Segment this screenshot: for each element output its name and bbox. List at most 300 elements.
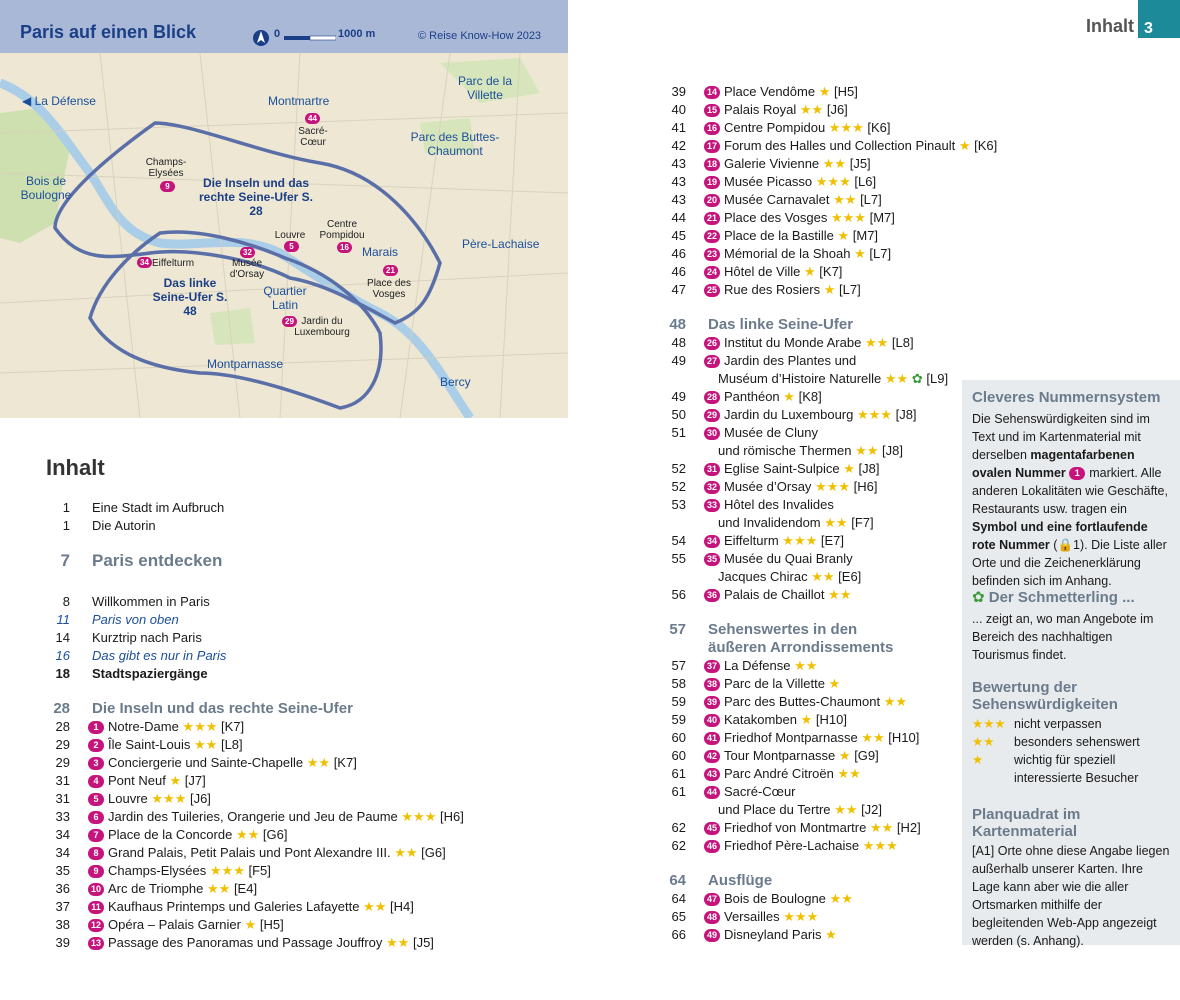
sidebar-text-bold: Symbol und eine fortlaufende rote Nummer bbox=[972, 520, 1148, 552]
toc-sight-entry bbox=[48, 916, 518, 934]
map-label-quartier: Quartier Latin bbox=[263, 284, 307, 312]
rating-stars: ★★ bbox=[824, 515, 848, 530]
sight-name: Galerie Vivienne bbox=[724, 156, 820, 171]
section-title: Paris entdecken bbox=[92, 551, 223, 570]
grid-ref: [M7] bbox=[869, 210, 895, 225]
grid-ref: [J8] bbox=[895, 407, 917, 422]
map-header bbox=[0, 0, 568, 53]
rating-stars: ★★ bbox=[207, 881, 231, 896]
rating-stars: ★★★ bbox=[151, 791, 187, 806]
entry-page: 43 bbox=[671, 156, 686, 171]
entry-page: 8 bbox=[62, 594, 70, 609]
grid-ref: [H6] bbox=[440, 809, 464, 824]
sight-number-badge: 46 bbox=[704, 840, 720, 853]
sight-name: Forum des Halles und Collection Pinault bbox=[724, 138, 956, 153]
sight-name: Champs-Elysées bbox=[108, 863, 207, 878]
map-label-marais: Marais bbox=[362, 245, 399, 259]
sidebar-grid bbox=[972, 806, 1172, 950]
entry-page: 31 bbox=[55, 773, 70, 788]
rating-stars: ★★ bbox=[794, 658, 818, 673]
entry-page: 31 bbox=[55, 791, 70, 806]
sight-number-badge: 32 bbox=[704, 481, 720, 494]
map-label-bercy: Bercy bbox=[440, 375, 471, 389]
sidebar-text: Orte ohne diese Angabe liegen außerhalb unserer Karten. Ihre Lage kann aber wie die aller Ortsmarken mithilfe der begleitenden Web-App angezeigt werden (s. Anhang). bbox=[972, 844, 1170, 948]
rating-stars: ★★ bbox=[884, 371, 909, 386]
entry-page: 55 bbox=[671, 551, 686, 566]
sight-number-badge: 4 bbox=[88, 775, 104, 788]
rating-stars: ★★★ bbox=[782, 533, 818, 548]
map-pin: 32 bbox=[240, 247, 255, 258]
toc-sight-entry bbox=[664, 693, 964, 711]
entry-page: 52 bbox=[671, 461, 686, 476]
grid-ref: [H4] bbox=[390, 899, 414, 914]
map-pin-label: Champs-Elysées bbox=[145, 157, 187, 179]
sight-number-badge: 13 bbox=[88, 937, 104, 950]
entry-page: 42 bbox=[671, 138, 686, 153]
toc-sight-entry bbox=[48, 754, 518, 772]
toc-sight-continuation bbox=[664, 568, 964, 586]
grid-ref: [J6] bbox=[826, 102, 848, 117]
scale-label: 1000 m bbox=[338, 28, 376, 40]
grid-ref: [F7] bbox=[851, 515, 874, 530]
toc-section-heading bbox=[48, 552, 518, 576]
grid-ref: [E4] bbox=[233, 881, 258, 896]
sight-number-badge: 37 bbox=[704, 660, 720, 673]
toc-sight-entry bbox=[664, 191, 964, 209]
grid-ref: [J5] bbox=[849, 156, 871, 171]
rating-stars: ★★★ bbox=[856, 407, 892, 422]
sidebar-heading: Der Schmetterling ... bbox=[988, 589, 1135, 606]
sight-number-badge: 7 bbox=[88, 829, 104, 842]
sight-name: Musée du Quai Branly bbox=[724, 551, 853, 566]
rating-stars: ★★ bbox=[306, 755, 331, 770]
entry-title: Stadtspaziergänge bbox=[92, 666, 208, 681]
toc-sight-entry bbox=[664, 890, 964, 908]
entry-page: 56 bbox=[671, 587, 686, 602]
rating-stars: ★★ bbox=[828, 587, 852, 602]
toc-section-heading bbox=[664, 639, 964, 657]
entry-page: 33 bbox=[55, 809, 70, 824]
section-title: Sehenswertes in den bbox=[708, 621, 858, 638]
entry-page: 62 bbox=[671, 838, 686, 853]
entry-page: 48 bbox=[671, 335, 686, 350]
rating-stars: ★ bbox=[825, 927, 837, 942]
rating-stars: ★★ bbox=[799, 102, 824, 117]
rating-stars: ★★ bbox=[394, 845, 418, 860]
entry-page: 64 bbox=[671, 891, 686, 906]
sight-name: Place Vendôme bbox=[724, 84, 816, 99]
rating-stars: ★★ bbox=[363, 899, 387, 914]
entry-page: 47 bbox=[671, 282, 686, 297]
sight-number-badge: 28 bbox=[704, 391, 720, 404]
entry-page: 60 bbox=[671, 748, 686, 763]
sight-name: Panthéon bbox=[724, 389, 780, 404]
sight-name: Musée de Cluny bbox=[724, 425, 818, 440]
rating-stars: ★★ bbox=[829, 891, 853, 906]
grid-ref: [H5] bbox=[259, 917, 284, 932]
entry-page: 34 bbox=[55, 827, 70, 842]
spacer bbox=[48, 535, 518, 552]
entry-page: 43 bbox=[671, 192, 686, 207]
toc-sight-entry bbox=[48, 844, 518, 862]
grid-ref: [J5] bbox=[412, 935, 434, 950]
map-pin: 16 bbox=[337, 242, 352, 253]
sight-number-badge: 25 bbox=[704, 284, 720, 297]
rating-stars: ★★ bbox=[837, 766, 861, 781]
toc-sight-entry bbox=[664, 747, 964, 765]
map-pin-label: Musée d'Orsay bbox=[229, 258, 265, 280]
section-page: 57 bbox=[669, 621, 686, 638]
grid-ref: [K6] bbox=[974, 138, 998, 153]
sight-number-badge: 48 bbox=[704, 911, 720, 924]
sight-number-badge: 40 bbox=[704, 714, 720, 727]
rating-stars: ★★★ bbox=[815, 479, 851, 494]
map-pin: 29 bbox=[282, 316, 297, 327]
grid-ref: [L6] bbox=[854, 174, 877, 189]
sight-number-badge: 35 bbox=[704, 553, 720, 566]
grid-ref: [L8] bbox=[891, 335, 914, 350]
toc-sight-entry bbox=[664, 137, 998, 155]
grid-ref: [J7] bbox=[184, 773, 206, 788]
sight-name: Arc de Triomphe bbox=[108, 881, 204, 896]
toc-sight-entry bbox=[664, 837, 964, 855]
rating-stars: ★ bbox=[783, 389, 795, 404]
sight-name: Jardin des Plantes und bbox=[724, 353, 857, 368]
map-region-right: Die Inseln und das rechte Seine-Ufer S. 28 bbox=[198, 176, 314, 218]
header-title: Inhalt bbox=[1086, 16, 1134, 36]
entry-title: Das gibt es nur in Paris bbox=[92, 648, 227, 663]
toc-sight-entry bbox=[664, 334, 964, 352]
toc-sight-entry bbox=[48, 808, 518, 826]
entry-page: 43 bbox=[671, 174, 686, 189]
sight-name: Grand Palais, Petit Palais und Pont Alexandre III. bbox=[108, 845, 391, 860]
spacer bbox=[664, 855, 964, 872]
entry-page: 51 bbox=[671, 425, 686, 440]
sight-name: Hôtel de Ville bbox=[724, 264, 801, 279]
toc-section-heading bbox=[664, 621, 964, 639]
map-pin-label: Eiffelturm bbox=[152, 258, 195, 269]
rating-text: wichtig für speziell interessierte Besucher bbox=[1014, 753, 1139, 785]
section-page: 28 bbox=[53, 700, 70, 717]
sight-number-badge: 49 bbox=[704, 929, 720, 942]
sight-name: Palais Royal bbox=[724, 102, 797, 117]
toc-entry bbox=[48, 593, 518, 611]
sight-name: Place des Vosges bbox=[724, 210, 828, 225]
entry-page: 52 bbox=[671, 479, 686, 494]
map-pin: 34 bbox=[137, 257, 152, 268]
rating-legend-row bbox=[972, 751, 1172, 787]
toc-sight-entry bbox=[664, 675, 964, 693]
map-label-parc-villette: Parc de la Villette bbox=[457, 74, 513, 102]
spacer bbox=[664, 604, 964, 621]
sight-name: Hôtel des Invalides bbox=[724, 497, 834, 512]
number-badge: 1 bbox=[1069, 467, 1085, 480]
sight-number-badge: 34 bbox=[704, 535, 720, 548]
sight-number-badge: 12 bbox=[88, 919, 104, 932]
entry-page: 44 bbox=[671, 210, 686, 225]
entry-title: Die Autorin bbox=[92, 518, 156, 533]
sight-name: Place de la Bastille bbox=[724, 228, 834, 243]
sight-number-badge: 24 bbox=[704, 266, 720, 279]
toc-sight-entry bbox=[664, 281, 964, 299]
toc-sight-entry bbox=[664, 478, 964, 496]
sight-number-badge: 19 bbox=[704, 176, 720, 189]
section-title: Das linke Seine-Ufer bbox=[708, 316, 854, 333]
entry-page: 46 bbox=[671, 246, 686, 261]
sight-name: Jacques Chirac bbox=[718, 569, 808, 584]
sidebar-text: markiert. Alle anderen Lokalitäten wie Geschäfte, Restaurants usw. tragen ein bbox=[972, 466, 1168, 516]
toc-sight-entry bbox=[48, 862, 518, 880]
sight-name: Jardin du Luxembourg bbox=[724, 407, 854, 422]
map-pin-label: Place des Vosges bbox=[367, 278, 411, 300]
entry-page: 45 bbox=[671, 228, 686, 243]
sight-number-badge: 31 bbox=[704, 463, 720, 476]
rating-stars: ★ bbox=[169, 773, 182, 788]
rating-stars: ★★★ bbox=[862, 838, 898, 853]
sight-name: Centre Pompidou bbox=[724, 120, 826, 135]
map-label-bois: Bois de Boulogne bbox=[20, 174, 72, 202]
rating-stars: ★ bbox=[804, 264, 816, 279]
grid-ref: [H2] bbox=[896, 820, 921, 835]
sight-number-badge: 15 bbox=[704, 104, 720, 117]
toc-section-heading bbox=[664, 872, 964, 890]
grid-ref: [L7] bbox=[860, 192, 882, 207]
entry-page: 53 bbox=[671, 497, 686, 512]
sight-name: Tour Montparnasse bbox=[724, 748, 836, 763]
map-label-montmartre: Montmartre bbox=[268, 94, 330, 108]
info-sidebar bbox=[962, 380, 1180, 948]
rating-stars: ★ bbox=[800, 712, 813, 727]
butterfly-icon: ✿ bbox=[911, 371, 923, 386]
rating-stars: ★ bbox=[958, 138, 971, 153]
entry-page: 61 bbox=[671, 766, 686, 781]
entry-page: 14 bbox=[55, 630, 70, 645]
section-page: 64 bbox=[669, 872, 686, 889]
toc-sight-entry bbox=[48, 736, 518, 754]
sight-number-badge: 10 bbox=[88, 883, 104, 896]
page-header bbox=[980, 16, 1180, 38]
toc-sight-entry bbox=[664, 729, 964, 747]
sight-number-badge: 22 bbox=[704, 230, 720, 243]
entry-page: 59 bbox=[671, 712, 686, 727]
grid-ref: [H5] bbox=[833, 84, 858, 99]
entry-title: Willkommen in Paris bbox=[92, 594, 210, 609]
entry-page: 60 bbox=[671, 730, 686, 745]
toc-sight-entry bbox=[48, 718, 518, 736]
sight-number-badge: 8 bbox=[88, 847, 104, 860]
grid-ref: [G9] bbox=[854, 748, 879, 763]
toc-sight-entry bbox=[664, 496, 964, 514]
entry-page: 65 bbox=[671, 909, 686, 924]
sight-name: Friedhof Père-Lachaise bbox=[724, 838, 860, 853]
sight-number-badge: 14 bbox=[704, 86, 720, 99]
grid-ref: [L8] bbox=[220, 737, 243, 752]
sight-number-badge: 16 bbox=[704, 122, 720, 135]
section-page: 7 bbox=[60, 551, 70, 570]
rating-stars: ★★ bbox=[235, 827, 260, 842]
sight-name: Musée Picasso bbox=[724, 174, 813, 189]
entry-page: 1 bbox=[62, 518, 70, 533]
map-pin-label: Jardin du Luxembourg bbox=[294, 316, 350, 338]
sight-number-badge: 9 bbox=[88, 865, 104, 878]
entry-page: 41 bbox=[671, 120, 686, 135]
grid-ref: [G6] bbox=[262, 827, 288, 842]
rating-stars: ★★★ bbox=[828, 120, 864, 135]
sight-name: Jardin des Tuileries, Orangerie und Jeu de Paume bbox=[108, 809, 398, 824]
sight-name: und römische Thermen bbox=[718, 443, 852, 458]
sight-number-badge: 27 bbox=[704, 355, 720, 368]
entry-page: 49 bbox=[671, 353, 686, 368]
sight-number-badge: 18 bbox=[704, 158, 720, 171]
sight-name: Institut du Monde Arabe bbox=[724, 335, 862, 350]
sight-name: Conciergerie und Sainte-Chapelle bbox=[108, 755, 304, 770]
rating-stars: ★★★ bbox=[783, 909, 819, 924]
entry-page: 37 bbox=[55, 899, 70, 914]
map-label-buttes: Parc des Buttes-Chaumont bbox=[410, 130, 500, 158]
toc-sight-entry bbox=[664, 155, 964, 173]
spacer bbox=[48, 683, 518, 700]
map-title: Paris auf einen Blick bbox=[20, 22, 197, 42]
map-label-la-defense: ◀ La Défense bbox=[22, 94, 96, 108]
rating-stars: ★★ bbox=[386, 935, 410, 950]
sight-name: Musée Carnavalet bbox=[724, 192, 830, 207]
toc-sight-entry bbox=[664, 227, 964, 245]
sight-name: Palais de Chaillot bbox=[724, 587, 825, 602]
sidebar-text: ... zeigt an, wo man Angebote im Bereich des nachhaltigen Tourismus findet. bbox=[972, 612, 1154, 662]
toc-entry bbox=[48, 517, 518, 535]
sidebar-butterfly bbox=[972, 589, 1172, 664]
map-label-pere: Père-Lachaise bbox=[462, 237, 540, 251]
rating-stars: ★ bbox=[823, 282, 836, 297]
sight-name: Eiffelturm bbox=[724, 533, 779, 548]
grid-ref: [M7] bbox=[852, 228, 879, 243]
toc-entry bbox=[48, 499, 518, 517]
sight-name: Place de la Concorde bbox=[108, 827, 233, 842]
scale-bar-icon bbox=[284, 35, 336, 41]
sight-number-badge: 44 bbox=[704, 786, 720, 799]
toc-entry bbox=[48, 629, 518, 647]
grid-ref: [E6] bbox=[838, 569, 862, 584]
sight-name: Kaufhaus Printemps und Galeries Lafayette bbox=[108, 899, 360, 914]
toc-sight-entry bbox=[664, 532, 964, 550]
toc-sight-entry bbox=[664, 83, 964, 101]
toc-sight-entry bbox=[664, 173, 964, 191]
map-pin: 44 bbox=[305, 113, 320, 124]
sight-number-badge: 47 bbox=[704, 893, 720, 906]
rating-stars: ★ bbox=[828, 676, 841, 691]
entry-title: Paris von oben bbox=[92, 612, 179, 627]
grid-ref: [L7] bbox=[869, 246, 892, 261]
sight-number-badge: 5 bbox=[88, 793, 104, 806]
grid-ref: [K6] bbox=[867, 120, 891, 135]
grid-ref: [J6] bbox=[189, 791, 211, 806]
entry-page: 18 bbox=[55, 666, 70, 681]
rating-stars: ★★ bbox=[833, 192, 857, 207]
sidebar-heading: Cleveres Nummernsystem bbox=[972, 389, 1161, 406]
spacer bbox=[664, 299, 964, 316]
sight-name: La Défense bbox=[724, 658, 791, 673]
entry-page: 46 bbox=[671, 264, 686, 279]
rating-stars: ★★ bbox=[883, 694, 908, 709]
grid-ref: [K8] bbox=[798, 389, 822, 404]
toc-sight-entry bbox=[664, 245, 964, 263]
sight-name: Friedhof Montparnasse bbox=[724, 730, 858, 745]
sight-name: Musée d’Orsay bbox=[724, 479, 812, 494]
rating-stars: ★★★ bbox=[182, 719, 218, 734]
rating-stars: ★★ bbox=[869, 820, 894, 835]
toc-column-left bbox=[48, 499, 518, 952]
toc-sight-entry bbox=[48, 772, 518, 790]
sight-name: und Invalidendom bbox=[718, 515, 821, 530]
sight-name: Disneyland Paris bbox=[724, 927, 822, 942]
sight-name: Friedhof von Montmartre bbox=[724, 820, 867, 835]
entry-page: 39 bbox=[671, 84, 686, 99]
rating-stars: ★ bbox=[843, 461, 855, 476]
sight-number-badge: 39 bbox=[704, 696, 720, 709]
entry-page: 29 bbox=[55, 755, 70, 770]
entry-page: 38 bbox=[55, 917, 70, 932]
toc-section-heading bbox=[664, 316, 964, 334]
grid-ref: [J8] bbox=[858, 461, 880, 476]
rating-stars: ★★ bbox=[834, 802, 858, 817]
rating-stars: ★★ bbox=[861, 730, 885, 745]
entry-page: 54 bbox=[671, 533, 686, 548]
sidebar-text-bold: magentafarbenen ovalen Nummer bbox=[972, 448, 1135, 480]
grid-ref: [K7] bbox=[333, 755, 357, 770]
map-pin-label: Louvre bbox=[274, 230, 306, 241]
entry-page: 28 bbox=[55, 719, 70, 734]
sight-number-badge: 17 bbox=[704, 140, 720, 153]
sight-number-badge: 36 bbox=[704, 589, 720, 602]
toc-sight-entry bbox=[664, 101, 964, 119]
sight-name: Parc des Buttes-Chaumont bbox=[724, 694, 881, 709]
toc-sight-continuation bbox=[664, 442, 964, 460]
sight-name: Opéra – Palais Garnier bbox=[108, 917, 241, 932]
map-copyright: © Reise Know-How 2023 bbox=[418, 30, 542, 42]
rating-stars: ★ bbox=[838, 748, 851, 763]
toc-sight-entry bbox=[664, 926, 964, 944]
sight-name: Parc de la Villette bbox=[724, 676, 825, 691]
rating-stars: ★★★ bbox=[972, 717, 1006, 731]
map-pin-label: Sacré-Cœur bbox=[298, 126, 328, 148]
toc-sight-entry bbox=[48, 790, 518, 808]
butterfly-icon: ✿ bbox=[972, 589, 985, 606]
entry-page: 34 bbox=[55, 845, 70, 860]
rating-stars: ★★★ bbox=[209, 863, 245, 878]
toc-title: Inhalt bbox=[46, 455, 105, 480]
entry-page: 16 bbox=[55, 648, 70, 663]
toc-sight-entry bbox=[664, 550, 964, 568]
grid-ref: [L7] bbox=[839, 282, 861, 297]
map-pin-label: Centre Pompidou bbox=[319, 219, 365, 241]
grid-ref: [H6] bbox=[853, 479, 878, 494]
overview-map bbox=[0, 0, 568, 418]
sight-number-badge: 3 bbox=[88, 757, 104, 770]
sidebar-heading: Bewertung der Sehenswürdigkeiten bbox=[972, 679, 1118, 713]
sight-number-badge: 21 bbox=[704, 212, 720, 225]
entry-page: 36 bbox=[55, 881, 70, 896]
map-pin: 9 bbox=[160, 181, 175, 192]
entry-page: 58 bbox=[671, 676, 686, 691]
sight-number-badge: 29 bbox=[704, 409, 720, 422]
entry-page: 40 bbox=[671, 102, 686, 117]
toc-sight-entry bbox=[664, 819, 964, 837]
spacer bbox=[48, 576, 518, 593]
sight-number-badge: 33 bbox=[704, 499, 720, 512]
map-pin: 21 bbox=[383, 265, 398, 276]
toc-sight-continuation bbox=[664, 801, 964, 819]
sidebar-ratings bbox=[972, 679, 1172, 787]
